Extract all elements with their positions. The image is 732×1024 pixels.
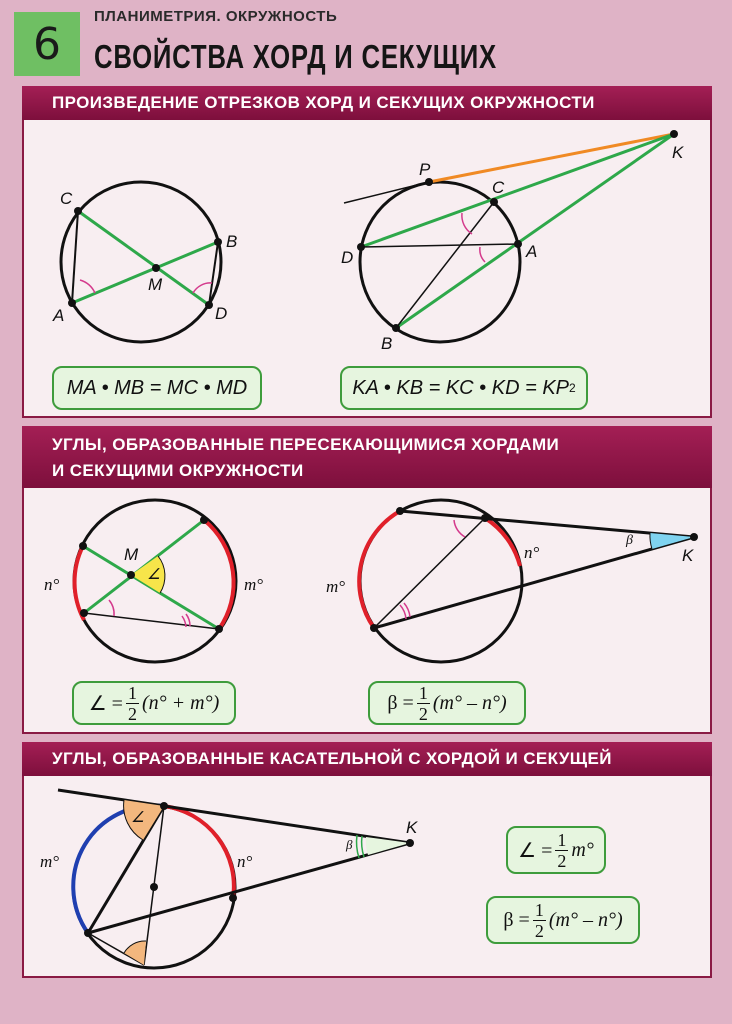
section-2-heading-line1: УГЛЫ, ОБРАЗОВАННЫЕ ПЕРЕСЕКАЮЩИМИСЯ ХОРДАМИ [52, 435, 560, 454]
angle-mark-a [80, 280, 95, 293]
topic-label: ПЛАНИМЕТРИЯ. ОКРУЖНОСТЬ [94, 8, 338, 25]
page-number: 6 [14, 12, 80, 76]
circle-2 [360, 182, 520, 342]
secants-tangent-figure [344, 130, 678, 342]
label-b-1: B [226, 232, 238, 251]
segment-bc [396, 202, 494, 328]
label-alpha-s2: ∠ [147, 567, 161, 583]
label-n-arc-s2: n° [44, 575, 60, 594]
label-alpha-s3: ∠ [131, 810, 145, 826]
label-m-arc-s2: m° [244, 575, 264, 594]
label-k-s3: K [406, 818, 418, 837]
label-d-1: D [215, 304, 228, 323]
arc-n [75, 546, 84, 620]
label-m-arc-s2b: m° [326, 577, 346, 596]
formula-secants: KA • KB = KC • KD = KP 2 [340, 366, 588, 410]
chords-intersection-figure [61, 182, 222, 342]
arc-m [204, 520, 234, 629]
label-a-2: A [526, 242, 538, 261]
label-c-1: C [60, 189, 73, 208]
formula-chords: MA • MB = MC • MD [52, 366, 262, 410]
label-n-arc-s2b: n° [524, 543, 540, 562]
label-m-arc-s3: m° [40, 852, 60, 871]
label-m-s2: M [124, 545, 139, 564]
arc-n-2 [485, 518, 520, 566]
section-1-heading: ПРОИЗВЕДЕНИЕ ОТРЕЗКОВ ХОРД И СЕКУЩИХ ОКРУЖНОСТИ [22, 86, 712, 120]
formula-chord-angle: ∠ = $\frac{1}{2}$ (n° + m°) [72, 681, 236, 725]
formula-tangent-angle: ∠ = $\frac{1}{2}$ m° [506, 826, 606, 874]
label-p-2: P [419, 160, 431, 179]
label-d-2: D [341, 248, 354, 267]
label-k-s2: K [682, 546, 694, 565]
arc-n-3 [164, 806, 234, 898]
label-a-1: A [53, 306, 65, 325]
segment-ca [72, 211, 78, 303]
label-k-2: K [672, 143, 684, 162]
label-beta-s3: β [346, 837, 353, 852]
formula-secant-angle: β = $\frac{1}{2}$ (m° – n°) [368, 681, 526, 725]
label-beta-s2: β [626, 533, 633, 548]
angle-mark-d [193, 283, 212, 293]
segment-da [361, 244, 518, 247]
page-title: СВОЙСТВА ХОРД И СЕКУЩИХ [94, 38, 497, 75]
secant-angle-figure [359, 500, 698, 662]
formula-tangent-secant-angle: β = $\frac{1}{2}$ (m° – n°) [486, 896, 640, 944]
label-c-2: C [492, 178, 505, 197]
secant-kd [361, 134, 674, 247]
label-m-1: M [148, 275, 163, 294]
section-3-heading: УГЛЫ, ОБРАЗОВАННЫЕ КАСАТЕЛЬНОЙ С ХОРДОЙ И СЕКУЩЕЙ [22, 742, 712, 776]
tangent-extension [344, 182, 429, 203]
chord-ab [72, 242, 218, 303]
tangent-chord-figure [58, 790, 414, 968]
section-2-heading-line2: И СЕКУЩИМИ ОКРУЖНОСТИ [52, 461, 304, 480]
arc-m-2 [359, 511, 400, 628]
circle-1 [61, 182, 221, 342]
secant-kb [396, 134, 674, 328]
label-n-arc-s3: n° [237, 852, 253, 871]
label-b-2: B [381, 334, 393, 353]
